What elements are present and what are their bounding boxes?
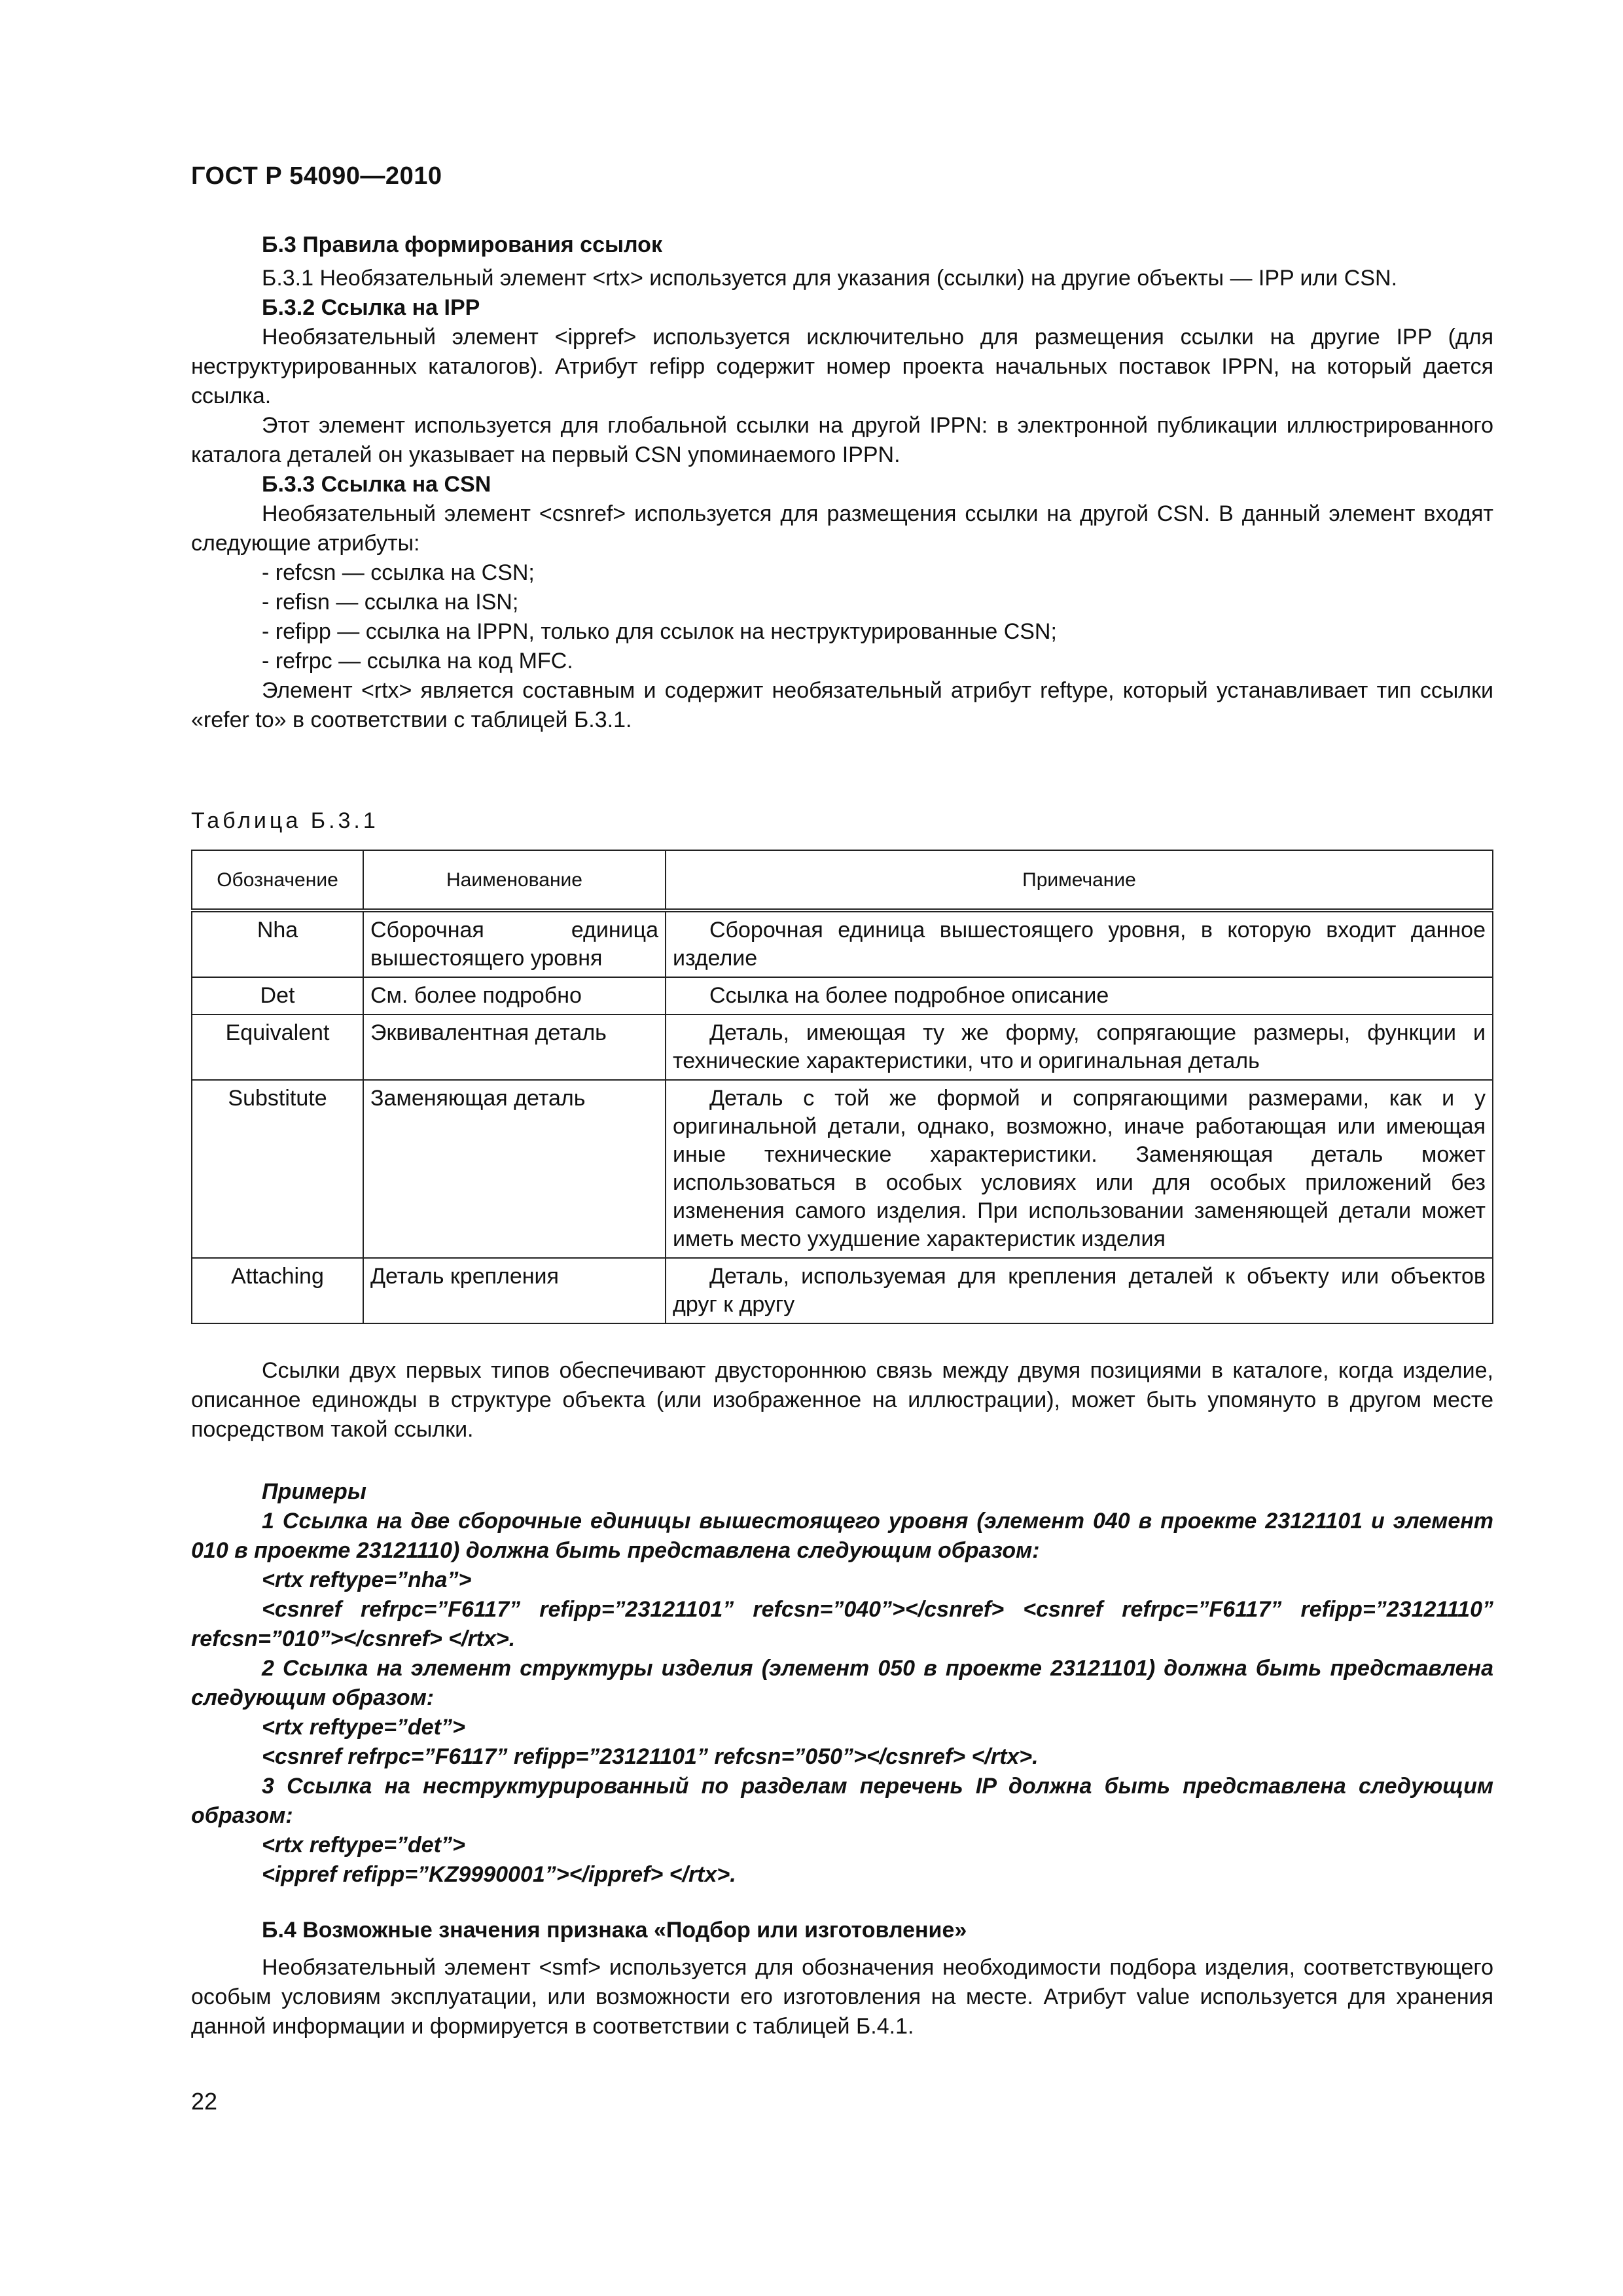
example-2-code-open: <rtx reftype=”det”> xyxy=(262,1715,465,1740)
section-b4-title: Б.4 Возможные значения признака «Подбор или изготовление» xyxy=(262,1918,967,1943)
cell-name: Эквивалентная деталь xyxy=(363,1014,666,1080)
cell-note: Деталь, используемая для крепления деталей к объекту или объектов друг к другу xyxy=(666,1258,1493,1323)
cell-code: Det xyxy=(192,977,363,1014)
reference-types-table xyxy=(191,850,1493,1324)
example-3-code-body: <ippref refipp=”KZ9990001”></ippref> </rtx>. xyxy=(262,1862,736,1887)
paragraph-after-table: Ссылки двух первых типов обеспечивают двустороннюю связь между двумя позициями в каталоге, когда изделие, описанное единожды в структуре объекта (или изображенное на иллюстрации), может быть упомянуто в другом месте посредством такой ссылки. xyxy=(191,1358,1493,1442)
column-header-note: Примечание xyxy=(666,850,1493,910)
list-item: - refipp — ссылка на IPPN, только для ссылок на неструктурированные CSN; xyxy=(262,619,1057,644)
example-2-code-body: <csnref refrpc=”F6117” refipp=”23121101” refcsn=”050”></csnref> </rtx>. xyxy=(262,1744,1039,1769)
example-3-code-open: <rtx reftype=”det”> xyxy=(262,1833,465,1857)
list-item: - refrpc — ссылка на код MFC. xyxy=(262,649,573,673)
paragraph-b31: Б.3.1 Необязательный элемент <rtx> используется для указания (ссылки) на другие объекты — IPP или CSN. xyxy=(262,266,1398,291)
paragraph-b33-2: Элемент <rtx> является составным и содержит необязательный атрибут reftype, который устанавливает тип ссылки «refer to» в соответствии с таблицей Б.3.1. xyxy=(191,678,1493,732)
cell-name: См. более подробно xyxy=(363,977,666,1014)
paragraph-b4: Необязательный элемент <smf> используется для обозначения необходимости подбора изделия, соответствующего особым условиям эксплуатации, или возможности его изготовления на месте. Атрибут value используется для хранения данной информации и формируется в соответствии с таблицей Б.4.1. xyxy=(191,1955,1493,2039)
cell-note: Деталь с той же формой и сопрягающими размерами, как и у оригинальной детали, однако, возможно, иначе работающая или имеющая иные технические характеристики. Заменяющая деталь может использоваться в особых условиях или для особых приложений без изменения самого изделия. При использовании заменяющей детали может иметь место ухудшение характеристик изделия xyxy=(666,1080,1493,1258)
cell-name: Заменяющая деталь xyxy=(363,1080,666,1258)
example-2-text: 2 Ссылка на элемент структуры изделия (элемент 050 в проекте 23121101) должна быть представлена следующим образом: xyxy=(191,1656,1493,1710)
cell-note: Деталь, имеющая ту же форму, сопрягающие размеры, функции и технические характеристики, что и оригинальная деталь xyxy=(666,1014,1493,1080)
cell-code: Substitute xyxy=(192,1080,363,1258)
cell-note: Сборочная единица вышестоящего уровня, в которую входит данное изделие xyxy=(666,910,1493,977)
table-row xyxy=(192,1014,1493,1080)
table-header-row xyxy=(192,850,1493,910)
subsection-b32-title: Б.3.2 Ссылка на IPP xyxy=(262,295,480,320)
cell-code: Equivalent xyxy=(192,1014,363,1080)
paragraph-b33-1: Необязательный элемент <csnref> используется для размещения ссылки на другой CSN. В данный элемент входят следующие атрибуты: xyxy=(191,501,1493,556)
table-row xyxy=(192,1258,1493,1323)
cell-code: Attaching xyxy=(192,1258,363,1323)
document-code: ГОСТ Р 54090—2010 xyxy=(191,162,442,190)
example-1-text: 1 Ссылка на две сборочные единицы вышестоящего уровня (элемент 040 в проекте 23121101 и элемент 010 в проекте 23121110) должна быть представлена следующим образом: xyxy=(191,1509,1493,1563)
list-item: - refcsn — ссылка на CSN; xyxy=(262,560,535,585)
paragraph-b32-1: Необязательный элемент <ippref> используется исключительно для размещения ссылки на другие IPP (для неструктурированных каталогов). Атрибут refipp содержит номер проекта начальных поставок IPPN, на который дается ссылка. xyxy=(191,325,1493,408)
table-row xyxy=(192,1080,1493,1258)
paragraph-b32-2: Этот элемент используется для глобальной ссылки на другой IPPN: в электронной публикации иллюстрированного каталога деталей он указывает на первый CSN упоминаемого IPPN. xyxy=(191,413,1493,467)
table-caption: Таблица Б.3.1 xyxy=(191,808,379,833)
attribute-list xyxy=(191,558,1493,676)
list-item: - refisn — ссылка на ISN; xyxy=(262,590,519,615)
cell-code: Nha xyxy=(192,910,363,977)
section-b3 xyxy=(191,230,1493,735)
column-header-code: Обозначение xyxy=(192,850,363,910)
after-table-block xyxy=(191,1356,1493,1444)
examples-title: Примеры xyxy=(262,1479,366,1504)
cell-note: Ссылка на более подробное описание xyxy=(666,977,1493,1014)
cell-name: Деталь крепления xyxy=(363,1258,666,1323)
examples-block xyxy=(191,1477,1493,1890)
page-number: 22 xyxy=(191,2088,218,2115)
section-b3-title: Б.3 Правила формирования ссылок xyxy=(262,232,662,257)
cell-name: Сборочная единица вышестоящего уровня xyxy=(363,910,666,977)
table-row xyxy=(192,977,1493,1014)
column-header-name: Наименование xyxy=(363,850,666,910)
example-3-text: 3 Ссылка на неструктурированный по разделам перечень IP должна быть представлена следующим образом: xyxy=(191,1774,1493,1828)
table-row xyxy=(192,910,1493,977)
subsection-b33-title: Б.3.3 Ссылка на CSN xyxy=(262,472,491,497)
example-1-code-body: <csnref refrpc=”F6117” refipp=”23121101” refcsn=”040”></csnref> <csnref refrpc=”F6117” refipp=”23121110” refcsn=”010”></csnref> </rtx>. xyxy=(191,1597,1493,1651)
section-b4 xyxy=(191,1916,1493,2041)
example-1-code-open: <rtx reftype=”nha”> xyxy=(262,1568,472,1592)
